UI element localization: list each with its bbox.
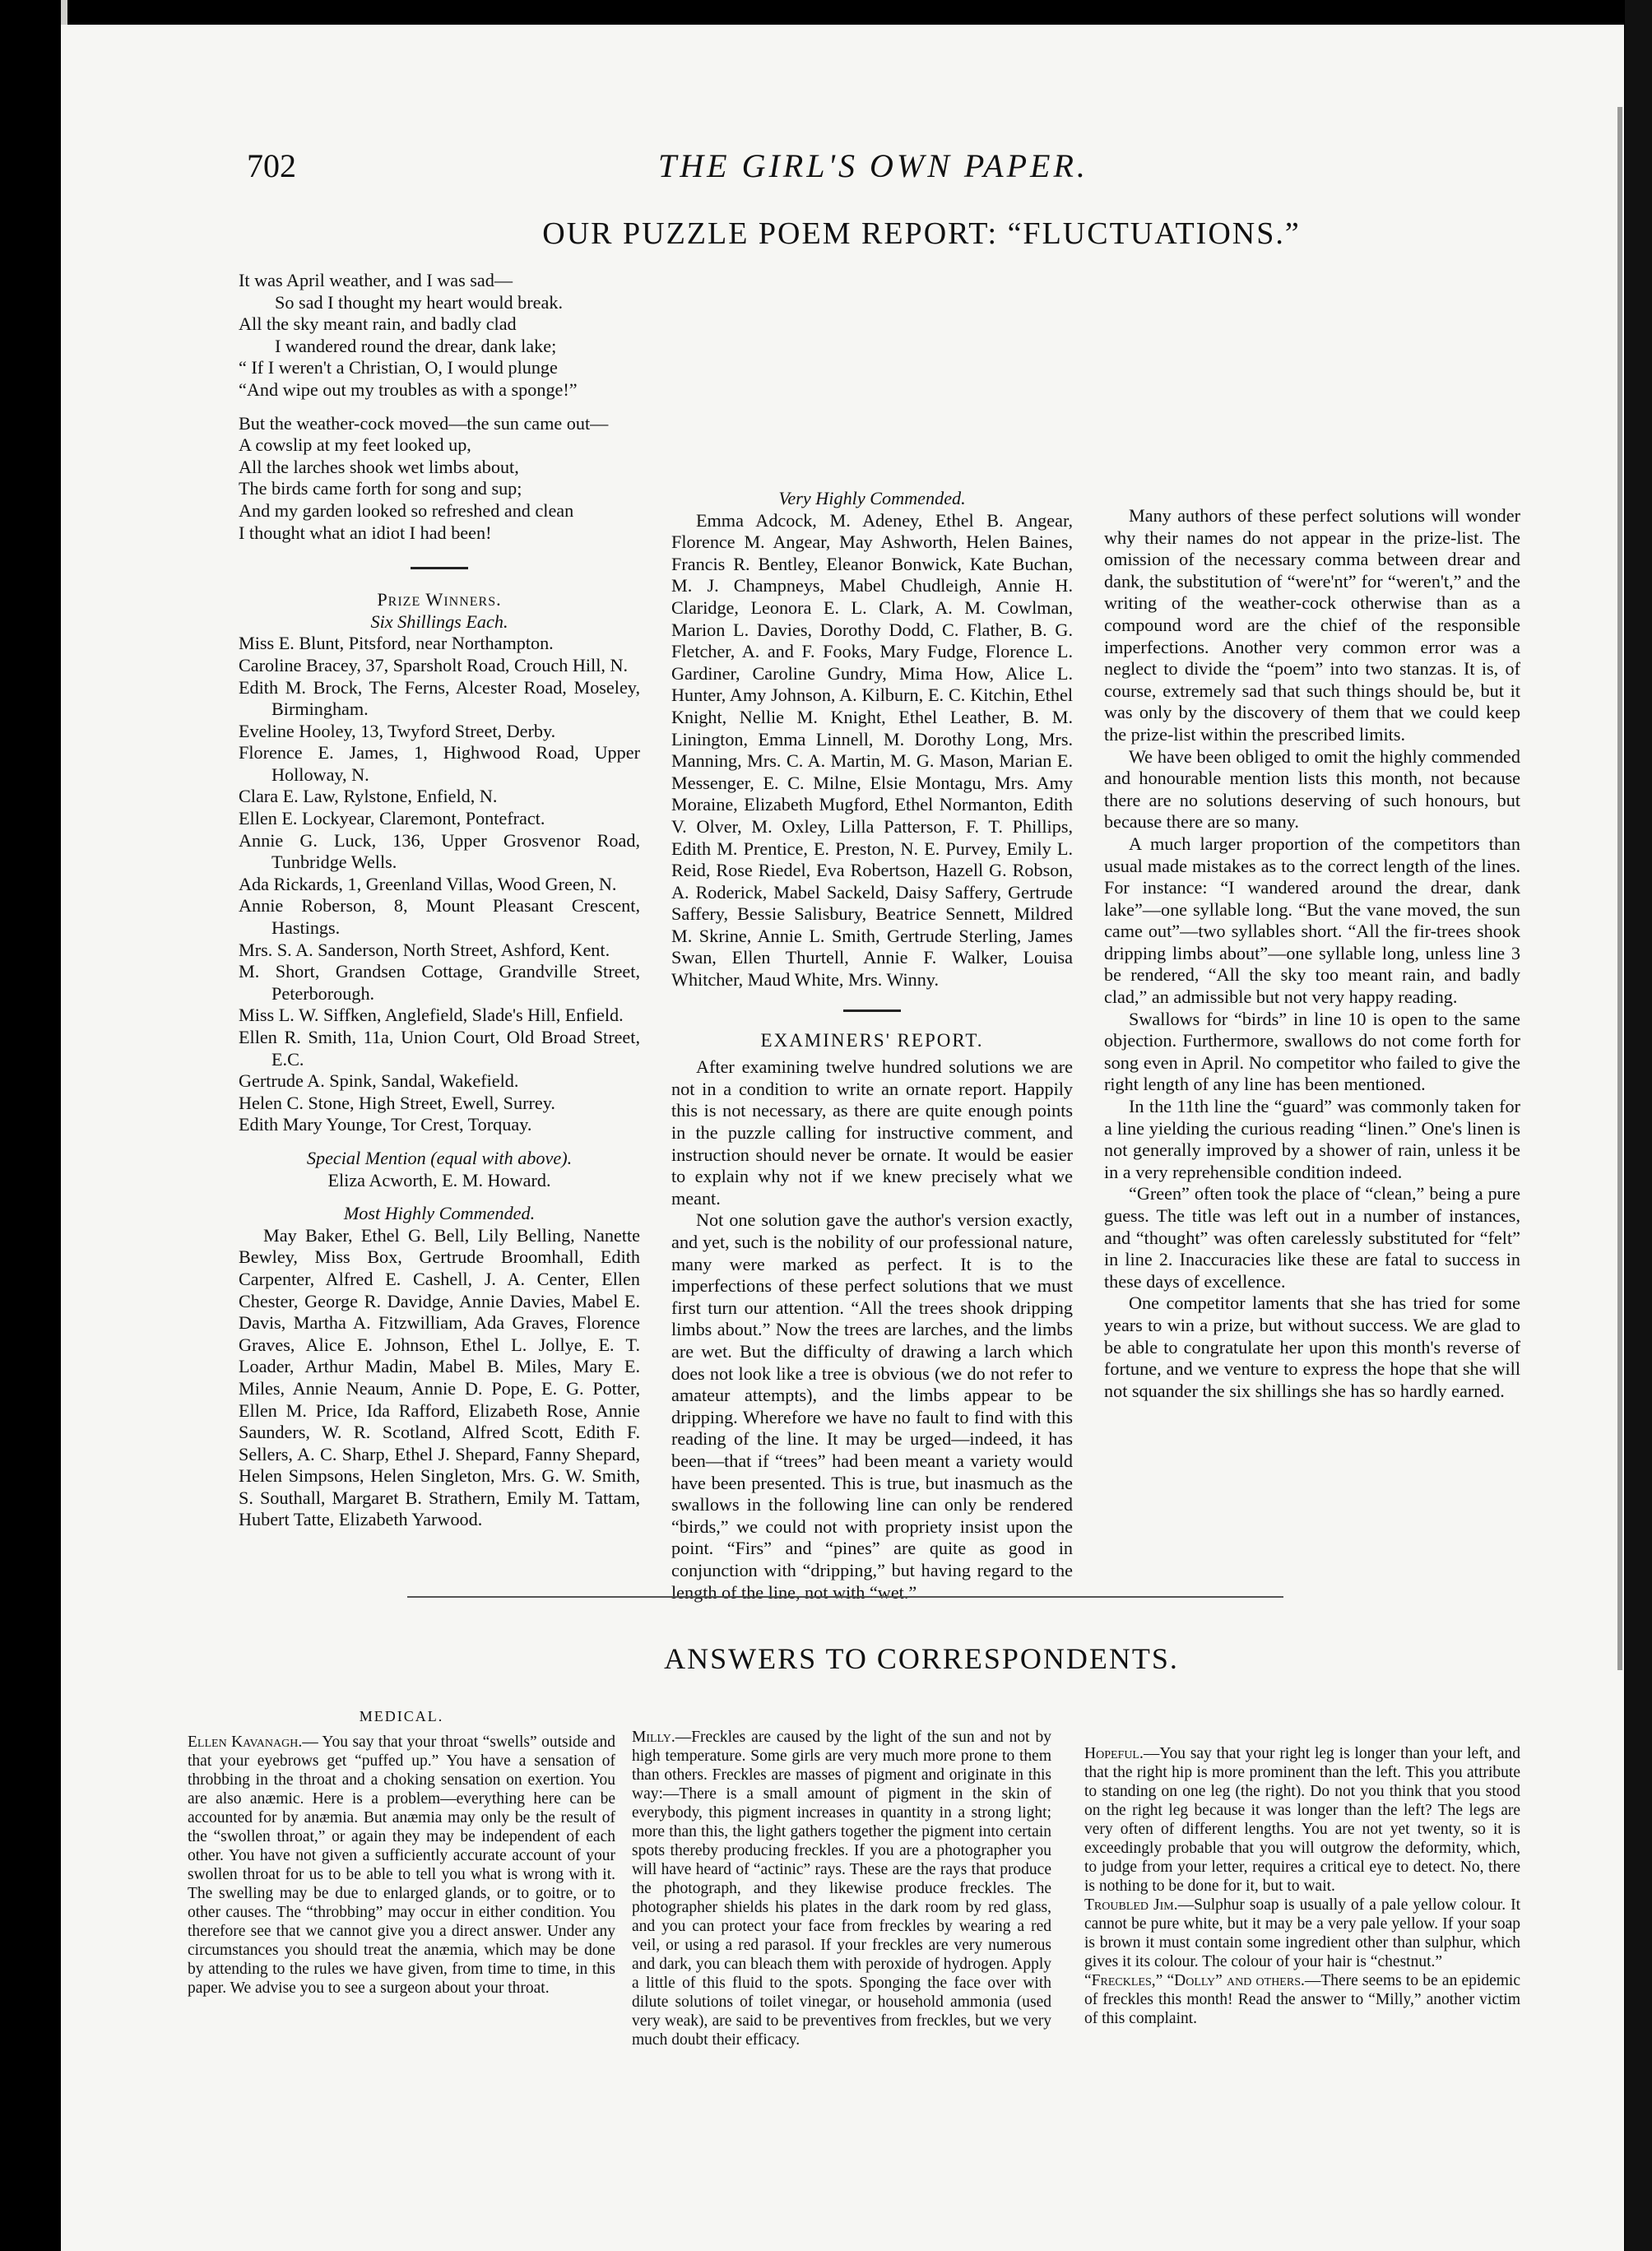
- puzzle-report-title: OUR PUZZLE POEM REPORT: “FLUCTUATIONS.”: [542, 216, 1301, 251]
- most-highly-heading: Most Highly Commended.: [343, 1203, 536, 1224]
- answer-troubled-jim: [1084, 1896, 1520, 1971]
- poem-line: I thought what an idiot I had been!: [239, 522, 492, 543]
- poem-line: “ If I weren't a Christian, O, I would plunge: [239, 357, 558, 378]
- correspondent-name: “Freckles,” “Dolly” and others.: [1084, 1972, 1305, 1989]
- medical-heading: MEDICAL.: [359, 1708, 444, 1724]
- answer-ellen: [188, 1733, 615, 1998]
- scan-border: [1625, 0, 1652, 2251]
- poem-line: But the weather-cock moved—the sun came out—: [239, 412, 609, 434]
- winner: Miss E. Blunt, Pitsford, near Northampton.: [239, 633, 554, 654]
- answers-column-3: [1084, 1744, 1520, 2028]
- winner: Ada Rickards, 1, Greenland Villas, Wood Green, N.: [239, 873, 617, 894]
- winner: Clara E. Law, Rylstone, Enfield, N.: [239, 786, 498, 807]
- column-1: [239, 270, 640, 1531]
- answers-column-2: [632, 1728, 1051, 2049]
- poem-line: “And wipe out my troubles as with a sponge!”: [239, 378, 578, 400]
- winners-list: [239, 633, 640, 1136]
- answer-text: —You say that your right leg is longer than your left, and that the right hip is more prominent than the left. This you attribute to standing on one leg (the right). Do not you think that you stood on the right leg because it was longer than the left? The legs are very often of different lengths. You are not yet twenty, so it is exceedingly probable that you will outgrow the deformity, which, to judge from your letter, requires a critical eye to detect. No, there is nothing to be done for it, but to wait.: [1084, 1745, 1520, 1895]
- poem: [239, 270, 640, 544]
- poem-line: So sad I thought my heart would break.: [275, 291, 564, 313]
- publication-title: THE GIRL'S OWN PAPER.: [658, 147, 1088, 184]
- answer-text: —There seems to be an epidemic of freckles this month! Read the answer to “Milly,” another victim of this complaint.: [1084, 1972, 1520, 2027]
- examiners-paragraph: Not one solution gave the author's version exactly, and yet, such is the nobility of our professional nature, many were marked as perfect. It is to the imperfections of these perfect solutions that we must first turn our attention. “All the trees shook dripping limbs about.” Now the trees are larches, and the limbs are wet. But the difficulty of drawing a larch which does not look like a tree is obvious (we do not refer to amateur attempts), and the limbs appear to be dripping. Wherefore we have no fault to find with this reading of the line. It may be urged—indeed, it has been—that if “trees” had been meant a variety would have been presented. This is true, but inasmuch as the swallows in the following line can only be rendered “birds,” we could not with propriety insist upon the point. “Firs” and “pines” are quite as good in conjunction with “dripping,” but having regard to the length of the line, not with “wet.”: [671, 1209, 1073, 1603]
- column-2: [671, 270, 1073, 1604]
- winner: Eveline Hooley, 13, Twyford Street, Derby.: [239, 720, 556, 741]
- special-mention-names: Eliza Acworth, E. M. Howard.: [327, 1169, 551, 1190]
- examiners-report-heading: EXAMINERS' REPORT.: [760, 1029, 984, 1051]
- correspondent-name: Troubled Jim.: [1084, 1896, 1178, 1914]
- examiners-paragraph: A much larger proportion of the competitors than usual made mistakes as to the correct length of the lines. For instance: “I wandered around the drear, dank lake”—one syllable long. “But the vane moved, the sun came out”—two syllables short. “All the fir-trees shook dripping limbs about”—one syllable long, unless line 3 be rendered, “All the sky too meant rain, and badly clad,” an admissible but not very happy reading.: [1104, 833, 1520, 1008]
- correspondent-name: Milly.: [632, 1729, 675, 1746]
- six-shillings-heading: Six Shillings Each.: [370, 610, 508, 632]
- answer-text: —Sulphur soap is usually of a pale yellow colour. It cannot be pure white, but it may be a very pale yellow. If your soap is brown it must contain some ingredient other than sulphur, which gives it its colour. The colour of your hair is “chestnut.”: [1084, 1896, 1520, 1970]
- examiners-paragraph: Swallows for “birds” in line 10 is open to the same objection. Furthermore, swallows do not come forth for song even in April. No competitor who failed to give the right length of any line has been mentioned.: [1104, 1008, 1520, 1095]
- prize-winners-heading: Prize Winners.: [377, 589, 502, 610]
- winner: Edith M. Brock, The Ferns, Alcester Road, Moseley, Birmingham.: [239, 676, 640, 720]
- poem-line: And my garden looked so refreshed and clean: [239, 499, 574, 521]
- examiners-paragraph: One competitor laments that she has tried for some years to win a prize, but without success. We are glad to be able to congratulate her upon this month's reverse of fortune, and we venture to express the hope that she will not squander the six shillings she has so hardly earned.: [1104, 1293, 1520, 1401]
- examiners-paragraph: In the 11th line the “guard” was commonly taken for a line yielding the curious reading “linen.” One's linen is not generally improved by a shower of rain, unless it be in a very reprehensible condition indeed.: [1104, 1096, 1520, 1182]
- answer-freckles: [1084, 1971, 1520, 2028]
- poem-line: It was April weather, and I was sad—: [239, 270, 513, 290]
- answer-milly: [632, 1728, 1051, 2049]
- examiners-paragraph: Many authors of these perfect solutions will wonder why their names do not appear in the prize-list. The omission of the necessary comma between drear and dank, the substitution of “were'nt” for “weren't,” and the writing of the weather-cock otherwise than as a compound word are the chief of the responsible imperfections. Another very common error was a neglect to divide the “poem” into two stanzas. It is, of course, extremely sad that such things should be, but it was only by the discovery of them that we could keep the prize-list within the prescribed limits.: [1104, 505, 1520, 745]
- poem-line: All the larches shook wet limbs about,: [239, 456, 519, 477]
- special-mention-heading: Special Mention (equal with above).: [306, 1147, 573, 1168]
- very-highly-heading: Very Highly Commended.: [778, 488, 966, 508]
- winner: Ellen E. Lockyear, Claremont, Pontefract.: [239, 808, 545, 829]
- examiners-paragraph: We have been obliged to omit the highly commended and honourable mention lists this month, not because there are no solutions deserving of such honours, but because there are so many.: [1104, 745, 1520, 833]
- winner: Helen C. Stone, High Street, Ewell, Surrey.: [239, 1092, 555, 1113]
- answer-text: —Freckles are caused by the light of the sun and not by high temperature. Some girls are very much more prone to them than others. Freckles are masses of pigment and originate in this way:—There is a small amount of pigment in the skin of everybody, this pigment increases in quantity in a strong light; more than this, the light gathers together the pigment into certain spots thereby producing freckles. If you are a photographer you will have heard of “actinic” rays. These are the rays that produce the photograph, and they likewise produce freckles. The photographer shields his plates in the dark room by red glass, and you can protect your face from freckles by wearing a red veil, or using a red parasol. If your freckles are very numerous and dark, you can bleach them with peroxide of hydrogen. Apply a little of this fluid to the spots. Sponging the face over with dilute solutions of toilet vinegar, or household ammonia (used very weak), are said to be preventives from freckles, but we very much doubt their efficacy.: [632, 1729, 1051, 2049]
- poem-line: I wandered round the drear, dank lake;: [275, 335, 557, 356]
- winner: Annie G. Luck, 136, Upper Grosvenor Road, Tunbridge Wells.: [239, 829, 640, 873]
- answer-hopeful: [1084, 1744, 1520, 1896]
- very-highly-list: Emma Adcock, M. Adeney, Ethel B. Angear, Florence M. Angear, May Ashworth, Helen Baines, Francis R. Bentley, Eleanor Bonwick, Kate Buchan, M. J. Champneys, Mabel Chudleigh, Annie H. Claridge, Leonora E. L. Clark, A. M. Cowlman, Marion L. Davies, Dorothy Dodd, C. Flather, B. G. Fletcher, A. and F. Fooks, Mary Fudge, Florence L. Gardiner, Caroline Gundry, Mima How, Alice L. Hunter, Amy Johnson, A. Kilburn, E. C. Kitchin, Ethel Knight, Nellie M. Knight, Ethel Leather, B. M. Linington, Emma Linnell, M. Dorothy Long, Mrs. Manning, Mrs. C. A. Martin, M. G. Mason, Marian E. Messenger, E. C. Milne, Elsie Montagu, Mrs. Amy Moraine, Elizabeth Mugford, Ethel Normanton, Edith V. Olver, M. Oxley, Lilla Patterson, F. T. Phillips, Edith M. Prentice, E. Preston, N. E. Purvey, Emily L. Reid, Rose Riedel, Eva Robertson, Hazell G. Robson, A. Roderick, Mabel Sackeld, Daisy Saffery, Gertrude Saffery, Bessie Salisbury, Beatrice Sennett, Mildred M. Skrine, Annie L. Smith, Gertrude Sterling, James Swan, Ellen Thurtell, Annie F. Walker, Louisa Whitcher, Maud White, Mrs. Winny.: [671, 509, 1073, 991]
- winner: Caroline Bracey, 37, Sparsholt Road, Crouch Hill, N.: [239, 654, 629, 675]
- poem-line: A cowslip at my feet looked up,: [239, 434, 471, 456]
- most-highly-list: May Baker, Ethel G. Bell, Lily Belling, Nanette Bewley, Miss Box, Gertrude Broomhall, Edith Carpenter, Alfred E. Cashell, J. A. Center, Ellen Chester, George R. Davidge, Annie Davies, Mabel E. Davis, Martha A. Fitzwilliam, Ada Graves, Florence Graves, Alice E. Johnson, Ethel L. Jollye, E. T. Loader, Arthur Madin, Mabel B. Miles, Mary E. Miles, Annie Neaum, Annie D. Pope, E. G. Potter, Ellen M. Price, Ida Rafford, Elizabeth Rose, Annie Saunders, W. R. Scotland, Alfred Scott, Edith F. Sellers, A. C. Sharp, Ethel J. Shepard, Fanny Shepard, Helen Simpsons, Helen Singleton, Mrs. G. W. Smith, S. Southall, Margaret B. Strathern, Emily M. Tattam, Hubert Tatte, Elizabeth Yarwood.: [239, 1224, 640, 1530]
- page-number: 702: [247, 147, 296, 184]
- winner: Gertrude A. Spink, Sandal, Wakefield.: [239, 1070, 519, 1092]
- column-3: [1104, 270, 1520, 1402]
- winner: Ellen R. Smith, 11a, Union Court, Old Broad Street, E.C.: [239, 1027, 640, 1070]
- correspondent-name: Ellen Kavanagh.: [188, 1734, 303, 1751]
- winner: Mrs. S. A. Sanderson, North Street, Ashford, Kent.: [239, 939, 610, 960]
- examiners-paragraph: After examining twelve hundred solutions we are not in a condition to write an ornate report. Happily this is not necessary, as there are quite enough points in the puzzle calling for instructive comment, and instruction should never be ornate. It would be easier to explain why not if we knew precisely what we meant.: [671, 1056, 1073, 1209]
- poem-line: All the sky meant rain, and badly clad: [239, 313, 517, 335]
- winner: Edith Mary Younge, Tor Crest, Torquay.: [239, 1114, 532, 1135]
- examiners-paragraph: “Green” often took the place of “clean,” being a pure guess. The title was left out in a number of instances, and “thought” was often carelessly substituted for “felt” in line 2. Inaccuracies like these are fatal to success in these days of excellence.: [1104, 1183, 1520, 1292]
- poem-line: The birds came forth for song and sup;: [239, 478, 522, 499]
- winner: Miss L. W. Siffken, Anglefield, Slade's Hill, Enfield.: [239, 1005, 624, 1026]
- page-header: [247, 146, 1596, 196]
- winner: Annie Roberson, 8, Mount Pleasant Crescent, Hastings.: [239, 895, 640, 939]
- answer-text: — You say that your throat “swells” outside and that your eyebrows get “puffed up.” You have a sensation of throbbing in the throat and a choking sensation on exertion. You are also anæmic. Here is a problem—everything here can be accounted for by anæmia. But anæmia may only be the result of the “swollen throat,” or again they may be independent of each other. You have not given a sufficiently accurate account of your swollen throat for us to be able to tell you what is wrong with it. The swelling may be due to enlarged glands, or to goitre, or to other causes. The “throbbing” may occur in either condition. You therefore see that we cannot give you a direct answer. Under any circumstances you should treat the anæmia, which may be done by attending to the rules we have given, from time to time, in this paper. We advise you to see a surgeon about your throat.: [188, 1734, 615, 1997]
- facing-page-edge: [1617, 107, 1622, 1670]
- winner: Florence E. James, 1, Highwood Road, Upper Holloway, N.: [239, 742, 640, 785]
- correspondent-name: Hopeful.: [1084, 1745, 1144, 1762]
- winner: M. Short, Grandsen Cottage, Grandville Street, Peterborough.: [239, 961, 640, 1004]
- section-divider: [407, 1596, 1283, 1598]
- answers-title: ANSWERS TO CORRESPONDENTS.: [664, 1642, 1179, 1675]
- answers-column-1: [188, 1707, 615, 1998]
